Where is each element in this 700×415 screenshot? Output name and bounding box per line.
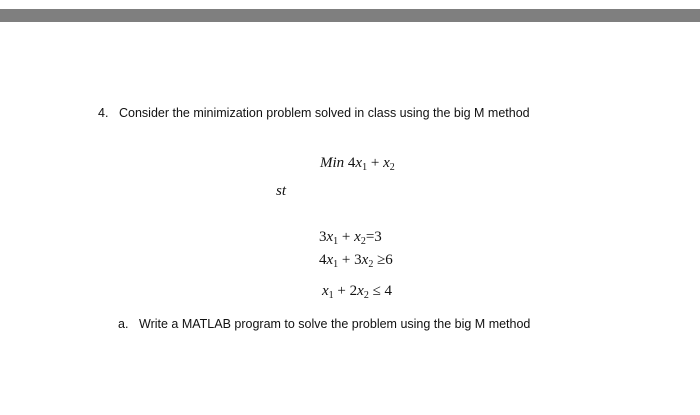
constraint-var: x: [326, 252, 334, 268]
constraint-sub: 1: [333, 236, 339, 247]
part-a-text: Write a MATLAB program to solve the problem using the big M method: [139, 317, 531, 331]
constraint-1: [319, 229, 382, 246]
constraint-var: x: [354, 229, 361, 245]
objective-term2-var: x: [383, 155, 390, 171]
objective-function: [320, 155, 395, 172]
part-a-letter: a.: [118, 317, 129, 331]
constraint-rhs: 6: [385, 252, 393, 268]
constraint-rhs: 4: [384, 283, 393, 299]
constraint-operator: +: [341, 229, 351, 245]
objective-term1-var: x: [355, 155, 363, 171]
constraint-var: x: [361, 252, 369, 268]
constraint-coef: 2: [349, 283, 358, 299]
constraint-var: x: [322, 283, 329, 299]
objective-term1-sub: 1: [362, 162, 368, 173]
constraint-var: x: [357, 283, 364, 299]
constraint-sub: 1: [333, 259, 339, 270]
objective-operator: +: [370, 155, 380, 171]
objective-keyword: Min: [320, 155, 345, 171]
constraint-coef: 3: [319, 229, 327, 245]
constraint-rhs: 3: [374, 229, 382, 245]
question-text: Consider the minimization problem solved in class using the big M method: [119, 106, 530, 120]
objective-term2-sub: 2: [389, 162, 395, 173]
constraint-operator: +: [341, 252, 351, 268]
constraint-sub: 2: [363, 290, 369, 301]
constraint-sub: 2: [368, 259, 374, 270]
constraint-sub: 2: [360, 236, 366, 247]
subject-to-label: st: [276, 183, 287, 199]
question-4: [98, 106, 530, 120]
part-a: [118, 317, 530, 331]
constraint-relation: ≥: [377, 252, 386, 268]
constraint-coef: 3: [354, 252, 362, 268]
constraint-sub: 1: [328, 290, 334, 301]
constraint-relation: ≤: [372, 283, 381, 299]
top-divider-bar: [0, 9, 700, 22]
constraint-var: x: [326, 229, 334, 245]
objective-term1-coef: 4: [347, 155, 356, 171]
question-number: 4.: [98, 106, 109, 120]
constraint-3: [322, 283, 392, 300]
constraint-relation: =: [365, 229, 375, 245]
constraint-2: [319, 252, 393, 269]
constraint-coef: 4: [319, 252, 327, 268]
constraint-operator: +: [337, 283, 346, 299]
